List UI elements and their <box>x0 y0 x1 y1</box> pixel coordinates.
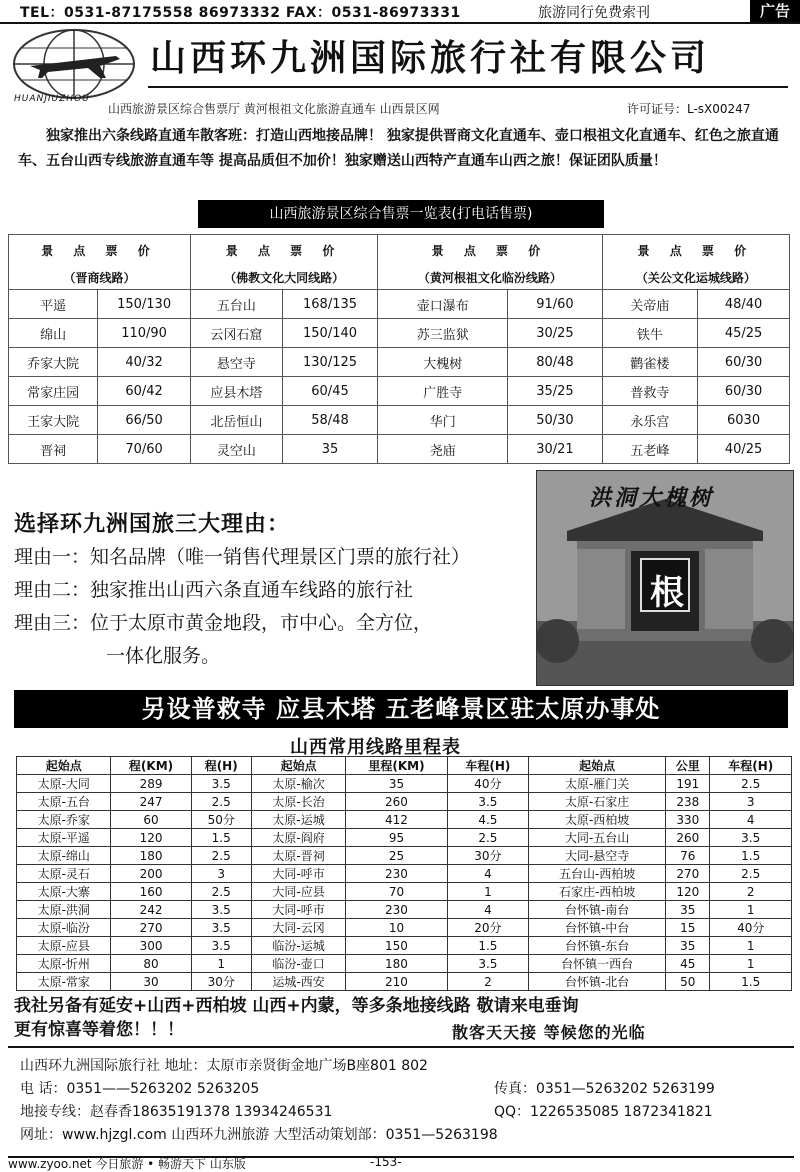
table-cell: 4 <box>447 901 529 919</box>
table-cell: 2.5 <box>710 775 792 793</box>
website: 网址：www.hjzgl.com 山西环九洲旅游 大型活动策划部：0351—5263198 <box>20 1127 498 1143</box>
column-header: 程(KM) <box>111 757 191 775</box>
table-row <box>17 883 792 901</box>
table-cell: 云冈石窟 <box>190 319 282 348</box>
table-cell: 太原-大寨 <box>17 883 111 901</box>
table-cell: 230 <box>346 901 447 919</box>
table-cell: 50 <box>666 973 710 991</box>
slogan: 旅游同行免费索刊 <box>538 5 650 21</box>
route-name: （黄河根祖文化临汾线路） <box>378 265 602 290</box>
table-cell: 1 <box>710 937 792 955</box>
distance-table <box>16 756 792 991</box>
bottom-bar <box>0 1154 800 1172</box>
table-cell: 300 <box>111 937 191 955</box>
table-cell: 3.5 <box>191 901 251 919</box>
table-cell: 238 <box>666 793 710 811</box>
table-row <box>17 973 792 991</box>
table-cell: 150/140 <box>282 319 377 348</box>
table-cell: 180 <box>111 847 191 865</box>
table-cell: 3.5 <box>191 775 251 793</box>
table-row <box>9 348 790 377</box>
company-name: 山西环九洲国际旅行社有限公司 <box>150 37 711 79</box>
table-cell: 3.5 <box>191 937 251 955</box>
table-cell: 2.5 <box>191 793 251 811</box>
table-cell: 台怀镇-北台 <box>529 973 666 991</box>
table-cell: 48/40 <box>698 290 790 319</box>
table-cell: 180 <box>346 955 447 973</box>
welcome-text: 散客天天接 等候您的光临 <box>452 1023 646 1042</box>
table-cell: 悬空寺 <box>190 348 282 377</box>
table-cell: 200 <box>111 865 191 883</box>
table-cell: 230 <box>346 865 447 883</box>
table-cell: 太原-忻州 <box>17 955 111 973</box>
table-cell: 1 <box>710 955 792 973</box>
photo-sign: 根 <box>650 573 684 613</box>
globe-plane-logo-icon <box>8 26 140 104</box>
table-cell: 6030 <box>698 406 790 435</box>
table-cell: 70/60 <box>98 435 191 464</box>
ticket-table-title: 山西旅游景区综合售票一览表(打电话售票) <box>198 200 604 228</box>
column-header: 程(H) <box>191 757 251 775</box>
more-routes-line: 我社另备有延安+山西+西柏坡 山西+内蒙，等多条地接线路 敬请来电垂询 <box>14 996 579 1016</box>
table-cell: 大同-五台山 <box>529 829 666 847</box>
table-cell: 60/45 <box>282 377 377 406</box>
table-row <box>17 901 792 919</box>
license-number: 许可证号：L-sX00247 <box>627 102 751 116</box>
column-header: 景 点 票 价 <box>190 235 377 266</box>
table-cell: 五台山-西柏坡 <box>529 865 666 883</box>
more-routes-line: 更有惊喜等着您！！！ <box>14 1020 184 1040</box>
more-routes <box>14 994 794 1042</box>
table-row <box>17 937 792 955</box>
table-cell: 台怀镇-东台 <box>529 937 666 955</box>
table-cell: 太原-绵山 <box>17 847 111 865</box>
contact-line: TEL：0531-87175558 86973332 FAX：0531-86973331 <box>20 5 461 21</box>
table-cell: 大同-云冈 <box>251 919 345 937</box>
table-cell: 60/30 <box>698 348 790 377</box>
table-cell: 30 <box>111 973 191 991</box>
table-cell: 1.5 <box>710 973 792 991</box>
reason-item: 理由一：知名品牌（唯一销售代理景区门票的旅行社） <box>14 546 471 568</box>
column-header: 车程(H) <box>710 757 792 775</box>
table-cell: 35 <box>282 435 377 464</box>
table-cell: 120 <box>666 883 710 901</box>
table-cell: 2.5 <box>191 847 251 865</box>
table-cell: 广胜寺 <box>378 377 508 406</box>
table-cell: 330 <box>666 811 710 829</box>
table-cell: 1 <box>191 955 251 973</box>
table-cell: 壶口瀑布 <box>378 290 508 319</box>
column-header: 车程(H) <box>447 757 529 775</box>
table-cell: 五老峰 <box>602 435 697 464</box>
table-cell: 95 <box>346 829 447 847</box>
table-row <box>17 955 792 973</box>
table-cell: 石家庄-西柏坡 <box>529 883 666 901</box>
page-number: -153- <box>370 1155 402 1169</box>
table-cell: 关帝庙 <box>602 290 697 319</box>
table-cell: 太原-运城 <box>251 811 345 829</box>
table-cell: 3.5 <box>447 793 529 811</box>
table-row <box>17 775 792 793</box>
table-cell: 2 <box>447 973 529 991</box>
table-row <box>17 793 792 811</box>
hotline: 地接专线：赵春香18635191378 13934246531 <box>20 1104 333 1120</box>
site-slogan: www.zyoo.net 今日旅游 • 畅游天下 山东版 <box>8 1157 246 1171</box>
table-cell: 太原-临汾 <box>17 919 111 937</box>
table-cell: 80 <box>111 955 191 973</box>
table-cell: 太原-应县 <box>17 937 111 955</box>
table-cell: 普救寺 <box>602 377 697 406</box>
table-cell: 晋祠 <box>9 435 98 464</box>
table-cell: 58/48 <box>282 406 377 435</box>
table-cell: 台怀镇一西台 <box>529 955 666 973</box>
table-cell: 灵空山 <box>190 435 282 464</box>
table-cell: 30/21 <box>508 435 602 464</box>
qq: QQ：1226535085 1872341821 <box>494 1104 713 1120</box>
table-cell: 运城-西安 <box>251 973 345 991</box>
table-cell: 191 <box>666 775 710 793</box>
table-cell: 太原-阎府 <box>251 829 345 847</box>
reason-item: 理由三：位于太原市黄金地段，市中心。全方位， <box>14 612 433 634</box>
table-cell: 35 <box>666 937 710 955</box>
table-cell: 25 <box>346 847 447 865</box>
table-cell: 60/42 <box>98 377 191 406</box>
table-cell: 50/30 <box>508 406 602 435</box>
table-cell: 1.5 <box>191 829 251 847</box>
ad-badge: 广告 <box>750 0 800 22</box>
table-cell: 1.5 <box>447 937 529 955</box>
table-cell: 40/25 <box>698 435 790 464</box>
column-header: 起始点 <box>17 757 111 775</box>
table-cell: 260 <box>666 829 710 847</box>
table-cell: 太原-石家庄 <box>529 793 666 811</box>
table-cell: 260 <box>346 793 447 811</box>
table-cell: 60/30 <box>698 377 790 406</box>
table-cell: 乔家大院 <box>9 348 98 377</box>
table-row <box>17 811 792 829</box>
table-row <box>9 290 790 319</box>
table-cell: 120 <box>111 829 191 847</box>
table-cell: 30分 <box>191 973 251 991</box>
table-cell: 平遥 <box>9 290 98 319</box>
table-cell: 15 <box>666 919 710 937</box>
table-row <box>17 865 792 883</box>
table-cell: 太原-平遥 <box>17 829 111 847</box>
column-header: 公里 <box>666 757 710 775</box>
table-cell: 4 <box>447 865 529 883</box>
table-cell: 苏三监狱 <box>378 319 508 348</box>
reasons-title: 选择环九洲国旅三大理由： <box>14 512 291 537</box>
office-banner: 另设普救寺 应县木塔 五老峰景区驻太原办事处 <box>14 690 788 728</box>
table-cell: 太原-常家 <box>17 973 111 991</box>
table-cell: 太原-乔家 <box>17 811 111 829</box>
services-line: 山西旅游景区综合售票厅 黄河根祖文化旅游直通车 山西景区网 <box>108 102 440 116</box>
table-cell: 160 <box>111 883 191 901</box>
table-cell: 242 <box>111 901 191 919</box>
column-header: 起始点 <box>251 757 345 775</box>
contact-footer <box>8 1046 794 1158</box>
table-cell: 3 <box>191 865 251 883</box>
table-cell: 华门 <box>378 406 508 435</box>
table-cell: 35/25 <box>508 377 602 406</box>
table-cell: 2.5 <box>447 829 529 847</box>
table-cell: 台怀镇-南台 <box>529 901 666 919</box>
table-cell: 35 <box>666 901 710 919</box>
table-cell: 45 <box>666 955 710 973</box>
reason-item: 一体化服务。 <box>106 645 221 667</box>
table-cell: 247 <box>111 793 191 811</box>
table-row <box>9 406 790 435</box>
table-cell: 大同-应县 <box>251 883 345 901</box>
table-cell: 4 <box>710 811 792 829</box>
table-cell: 80/48 <box>508 348 602 377</box>
table-cell: 2 <box>710 883 792 901</box>
table-cell: 太原-长治 <box>251 793 345 811</box>
table-row <box>17 829 792 847</box>
table-cell: 太原-晋祠 <box>251 847 345 865</box>
table-cell: 3.5 <box>710 829 792 847</box>
table-cell: 35 <box>346 775 447 793</box>
table-cell: 66/50 <box>98 406 191 435</box>
table-cell: 台怀镇-中台 <box>529 919 666 937</box>
table-cell: 应县木塔 <box>190 377 282 406</box>
table-cell: 尧庙 <box>378 435 508 464</box>
table-cell: 70 <box>346 883 447 901</box>
distance-table-body <box>17 775 792 991</box>
phone: 电 话：0351——5263202 5263205 <box>20 1081 260 1097</box>
intro-paragraph: 独家推出六条线路直通车散客班：打造山西地接品牌！ 独家提供晋商文化直通车、壶口根祖文化直通车、红色之旅直通车、五台山西专线旅游直通车等 提高品质但不加价！独家赠送山西特产直通车山西之旅！保证团队质量！ <box>18 128 779 169</box>
table-cell: 太原-榆次 <box>251 775 345 793</box>
table-row <box>17 847 792 865</box>
column-header: 起始点 <box>529 757 666 775</box>
table-cell: 大槐树 <box>378 348 508 377</box>
table-cell: 太原-五台 <box>17 793 111 811</box>
table-cell: 鹳雀楼 <box>602 348 697 377</box>
company-underline <box>148 86 788 88</box>
table-cell: 40分 <box>710 919 792 937</box>
table-cell: 40/32 <box>98 348 191 377</box>
table-cell: 3.5 <box>191 919 251 937</box>
table-cell: 150/130 <box>98 290 191 319</box>
route-name: （关公文化运城线路） <box>602 265 789 290</box>
table-cell: 王家大院 <box>9 406 98 435</box>
table-cell: 太原-雁门关 <box>529 775 666 793</box>
fax: 传真：0351—5263202 5263199 <box>494 1081 715 1097</box>
table-cell: 常家庄园 <box>9 377 98 406</box>
dahuaishu-photo <box>536 470 794 686</box>
column-header: 景 点 票 价 <box>602 235 789 266</box>
table-row <box>9 435 790 464</box>
table-cell: 60 <box>111 811 191 829</box>
table-cell: 130/125 <box>282 348 377 377</box>
column-header: 景 点 票 价 <box>378 235 602 266</box>
table-cell: 太原-洪洞 <box>17 901 111 919</box>
table-cell: 76 <box>666 847 710 865</box>
table-cell: 30/25 <box>508 319 602 348</box>
table-cell: 1 <box>447 883 529 901</box>
route-name: （佛教文化大同线路） <box>190 265 377 290</box>
distance-table-title: 山西常用线路里程表 <box>290 737 461 758</box>
table-cell: 210 <box>346 973 447 991</box>
table-cell: 20分 <box>447 919 529 937</box>
table-cell: 永乐宫 <box>602 406 697 435</box>
table-cell: 大同-呼市 <box>251 901 345 919</box>
reason-item: 理由二：独家推出山西六条直通车线路的旅行社 <box>14 579 414 601</box>
table-cell: 2.5 <box>710 865 792 883</box>
table-cell: 太原-大同 <box>17 775 111 793</box>
table-row <box>17 919 792 937</box>
ticket-table <box>8 234 790 464</box>
company-address: 山西环九洲国际旅行社 地址：太原市亲贤街金地广场B座801 802 <box>20 1058 428 1074</box>
table-cell: 10 <box>346 919 447 937</box>
table-cell: 临汾-运城 <box>251 937 345 955</box>
table-cell: 289 <box>111 775 191 793</box>
photo-title: 洪洞大槐树 <box>589 485 715 511</box>
table-cell: 铁牛 <box>602 319 697 348</box>
table-cell: 1 <box>710 901 792 919</box>
table-cell: 太原-西柏坡 <box>529 811 666 829</box>
table-row <box>9 319 790 348</box>
table-cell: 五台山 <box>190 290 282 319</box>
table-row <box>9 377 790 406</box>
logo-text: HUANJIUZHOU <box>14 94 90 104</box>
table-cell: 太原-灵石 <box>17 865 111 883</box>
table-cell: 270 <box>111 919 191 937</box>
table-cell: 1.5 <box>710 847 792 865</box>
table-cell: 2.5 <box>191 883 251 901</box>
table-cell: 3.5 <box>447 955 529 973</box>
table-cell: 40分 <box>447 775 529 793</box>
column-header: 景 点 票 价 <box>9 235 191 266</box>
table-cell: 50分 <box>191 811 251 829</box>
table-cell: 绵山 <box>9 319 98 348</box>
table-cell: 北岳恒山 <box>190 406 282 435</box>
table-cell: 150 <box>346 937 447 955</box>
table-cell: 3 <box>710 793 792 811</box>
column-header: 里程(KM) <box>346 757 447 775</box>
table-cell: 110/90 <box>98 319 191 348</box>
table-cell: 临汾-壶口 <box>251 955 345 973</box>
table-cell: 大同-呼市 <box>251 865 345 883</box>
table-cell: 大同-悬空寺 <box>529 847 666 865</box>
top-bar <box>0 0 800 24</box>
table-cell: 91/60 <box>508 290 602 319</box>
table-cell: 45/25 <box>698 319 790 348</box>
table-cell: 30分 <box>447 847 529 865</box>
table-cell: 4.5 <box>447 811 529 829</box>
route-name: （晋商线路） <box>9 265 191 290</box>
table-cell: 168/135 <box>282 290 377 319</box>
table-cell: 412 <box>346 811 447 829</box>
table-cell: 270 <box>666 865 710 883</box>
